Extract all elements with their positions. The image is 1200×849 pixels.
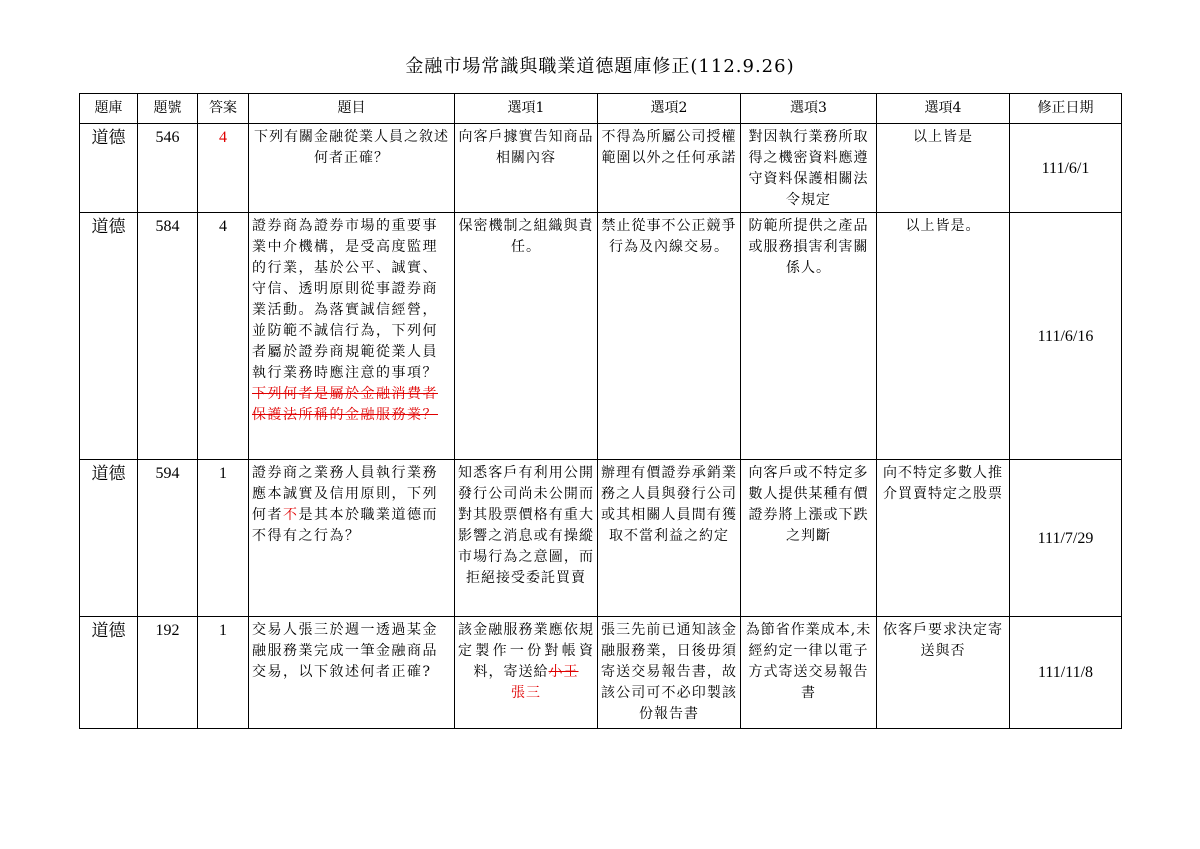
cell-revision-date: 111/6/1: [1010, 124, 1122, 213]
question-text-part-2: 是其本於職業道德而不得有之行為？: [252, 507, 438, 544]
cell-answer: 4: [198, 213, 249, 460]
cell-option-4: 以上皆是。: [877, 213, 1010, 460]
table-row: [80, 124, 1122, 213]
question-text: 證券商為證券市場的重要事業中介機構，是受高度監理的行業，基於公平、誠實、守信、透明原則從事證券商業活動。為落實誠信經營，並防範不誠信行為，下列何者屬於證券商規範從業人員執行業務時應注意的事項？: [252, 218, 438, 381]
cell-option-3: 向客戶或不特定多數人提供某種有價證券將上漲或下跌之判斷: [741, 460, 877, 617]
header-option-3: 選項3: [741, 94, 877, 124]
table-row: [80, 617, 1122, 729]
table-row: [80, 213, 1122, 460]
cell-number: 192: [138, 617, 198, 729]
cell-revision-date: 111/11/8: [1010, 617, 1122, 729]
cell-option-1: 保密機制之組織與責任。: [455, 213, 598, 460]
header-revision-date: 修正日期: [1010, 94, 1122, 124]
cell-bank: 道德: [80, 213, 138, 460]
cell-option-1: 向客戶據實告知商品相關內容: [455, 124, 598, 213]
cell-option-2: 禁止從事不公正競爭行為及內線交易。: [598, 213, 741, 460]
header-row: [80, 94, 1122, 124]
cell-question: [249, 460, 455, 617]
cell-answer: 4: [198, 124, 249, 213]
cell-revision-date: 111/7/29: [1010, 460, 1122, 617]
header-question: 題目: [249, 94, 455, 124]
header-option-4: 選項4: [877, 94, 1010, 124]
cell-option-1: [455, 617, 598, 729]
cell-option-4: 以上皆是: [877, 124, 1010, 213]
deleted-option-text: 小王: [548, 664, 579, 680]
question-bank-table: [79, 93, 1122, 729]
cell-question: 下列有關金融從業人員之敘述何者正確？: [249, 124, 455, 213]
cell-option-2: 辦理有價證券承銷業務之人員與發行公司或其相關人員間有獲取不當利益之約定: [598, 460, 741, 617]
header-number: 題號: [138, 94, 198, 124]
cell-answer: 1: [198, 460, 249, 617]
option-text: 該金融服務業應依規定製作一份對帳資料，寄送給: [458, 622, 594, 680]
cell-option-3: 防範所提供之產品或服務損害利害關係人。: [741, 213, 877, 460]
deleted-question-text: 下列何者是屬於金融消費者保護法所稱的金融服務業？: [252, 386, 438, 423]
cell-option-2: 不得為所屬公司授權範圍以外之任何承諾: [598, 124, 741, 213]
header-bank: 題庫: [80, 94, 138, 124]
cell-number: 594: [138, 460, 198, 617]
cell-bank: 道德: [80, 617, 138, 729]
page-title: 金融市場常識與職業道德題庫修正(112.9.26): [405, 56, 795, 77]
cell-option-4: 依客戶要求決定寄送與否: [877, 617, 1010, 729]
cell-revision-date: 111/6/16: [1010, 213, 1122, 460]
cell-question: 交易人張三於週一透過某金融服務業完成一筆金融商品交易，以下敘述何者正確?: [249, 617, 455, 729]
cell-option-3: 為節省作業成本,未經約定一律以電子方式寄送交易報告書: [741, 617, 877, 729]
header-answer: 答案: [198, 94, 249, 124]
question-highlight: 不: [283, 507, 299, 523]
question-text-part-1: 證券商之業務人員執行業務應本誠實及信用原則，下列何者: [252, 465, 438, 523]
cell-number: 584: [138, 213, 198, 460]
cell-question: [249, 213, 455, 460]
cell-answer: 1: [198, 617, 249, 729]
cell-option-4: 向不特定多數人推介買賣特定之股票: [877, 460, 1010, 617]
inserted-option-text: 張三: [511, 685, 541, 701]
cell-option-3: 對因執行業務所取得之機密資料應遵守資料保護相關法令規定: [741, 124, 877, 213]
cell-bank: 道德: [80, 460, 138, 617]
cell-bank: 道德: [80, 124, 138, 213]
cell-option-1: 知悉客戶有利用公開發行公司尚未公開而對其股票價格有重大影響之消息或有操縱市場行為之意圖，而拒絕接受委託買賣: [455, 460, 598, 617]
table-row: [80, 460, 1122, 617]
cell-number: 546: [138, 124, 198, 213]
header-option-1: 選項1: [455, 94, 598, 124]
cell-option-2: 張三先前已通知該金融服務業，日後毋須寄送交易報告書，故該公司可不必印製該份報告書: [598, 617, 741, 729]
header-option-2: 選項2: [598, 94, 741, 124]
